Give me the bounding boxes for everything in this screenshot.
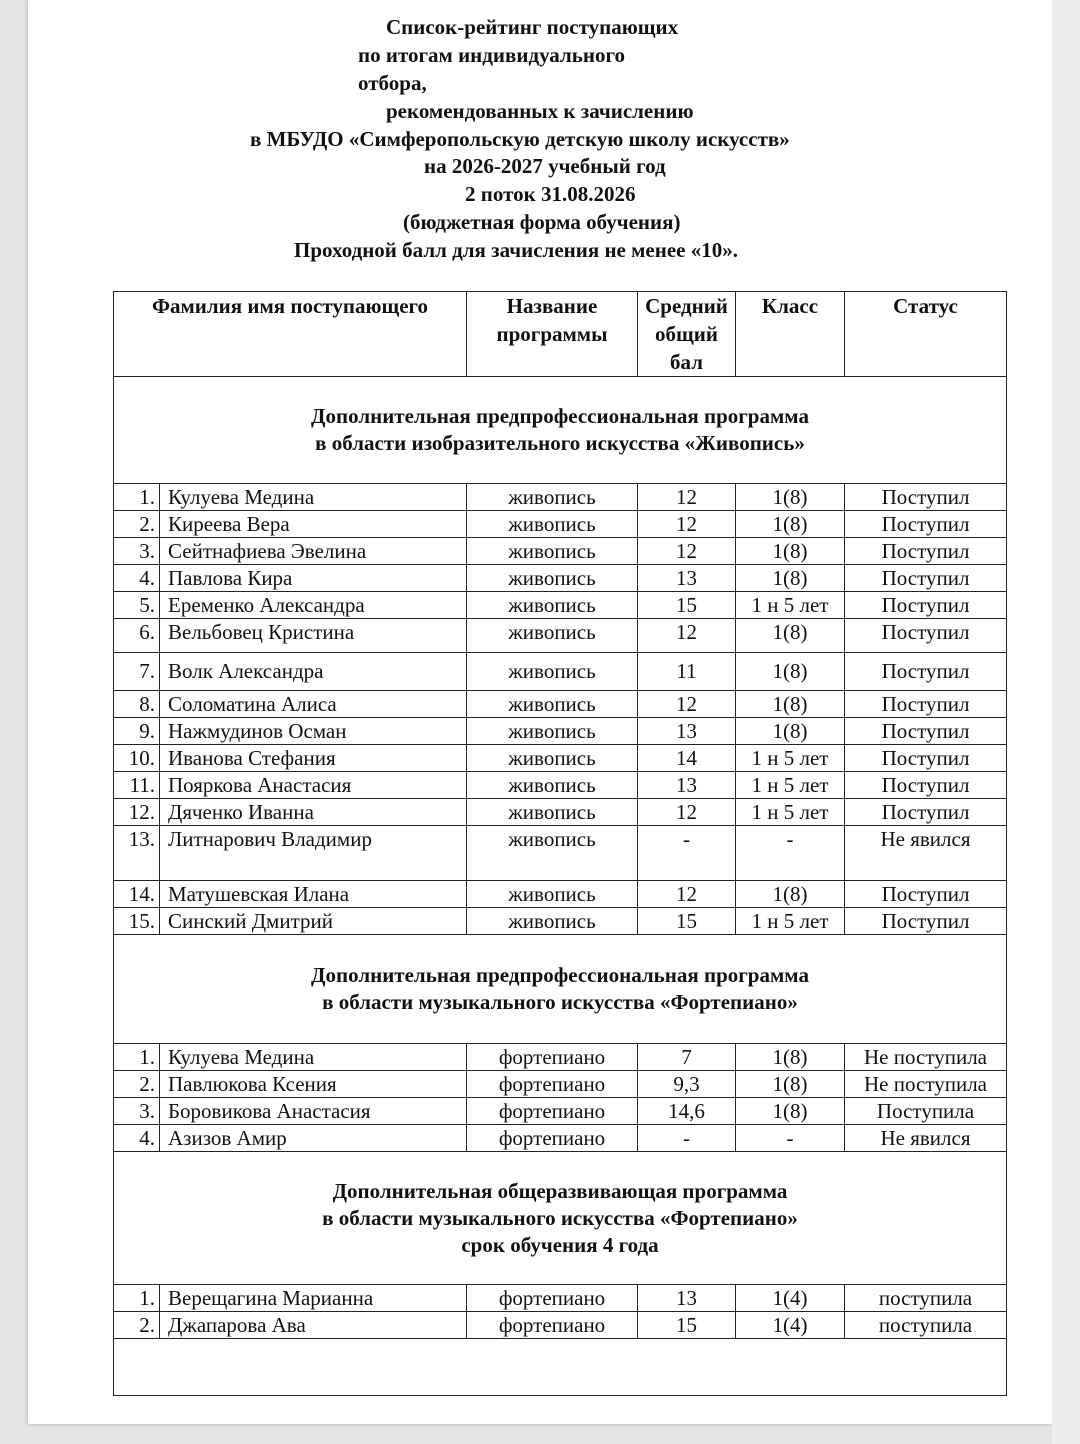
table-row [114, 1312, 1007, 1339]
viewer-right-margin [1052, 0, 1080, 1444]
student-name: Синский Дмитрий [160, 908, 467, 935]
average-score: 12 [638, 538, 736, 565]
heading-line-9: Проходной балл для зачисления не менее «10». [294, 238, 738, 262]
status-value: Поступил [845, 691, 1007, 718]
table-row [114, 745, 1007, 772]
average-score: 13 [638, 718, 736, 745]
row-number: 1. [114, 1285, 160, 1312]
rating-table [113, 291, 1007, 1396]
status-value: Не явился [845, 1125, 1007, 1152]
class-value: 1(8) [736, 511, 845, 538]
column-header-status: Статус [845, 292, 1007, 377]
row-number: 10. [114, 745, 160, 772]
row-number: 7. [114, 653, 160, 691]
table-row [114, 691, 1007, 718]
status-value: Поступил [845, 511, 1007, 538]
class-value: 1(8) [736, 1071, 845, 1098]
student-name: Кулуева Медина [160, 484, 467, 511]
class-value: 1(8) [736, 1098, 845, 1125]
status-value: Поступила [845, 1098, 1007, 1125]
average-score: 15 [638, 592, 736, 619]
row-number: 15. [114, 908, 160, 935]
student-name: Вельбовец Кристина [160, 619, 467, 653]
document-heading [28, 0, 1052, 280]
section-title [114, 935, 1007, 1044]
class-value: 1(8) [736, 691, 845, 718]
row-number: 8. [114, 691, 160, 718]
program-name: фортепиано [467, 1044, 638, 1071]
program-name: живопись [467, 908, 638, 935]
program-name: живопись [467, 619, 638, 653]
table-row [114, 718, 1007, 745]
status-value: Поступил [845, 772, 1007, 799]
status-value: Поступил [845, 538, 1007, 565]
row-number: 5. [114, 592, 160, 619]
row-number: 11. [114, 772, 160, 799]
program-name: живопись [467, 881, 638, 908]
heading-line-7: 2 поток 31.08.2026 [465, 182, 636, 206]
student-name: Дяченко Иванна [160, 799, 467, 826]
table-row [114, 1125, 1007, 1152]
class-value: 1 н 5 лет [736, 772, 845, 799]
row-number: 2. [114, 511, 160, 538]
program-name: фортепиано [467, 1125, 638, 1152]
average-score: 12 [638, 881, 736, 908]
row-number: 13. [114, 826, 160, 881]
student-name: Павлюкова Ксения [160, 1071, 467, 1098]
program-name: живопись [467, 826, 638, 881]
table-row [114, 538, 1007, 565]
student-name: Литнарович Владимир [160, 826, 467, 881]
program-name: живопись [467, 592, 638, 619]
average-score: 7 [638, 1044, 736, 1071]
status-value: Поступил [845, 718, 1007, 745]
student-name: Иванова Стефания [160, 745, 467, 772]
status-value: поступила [845, 1312, 1007, 1339]
status-value: Поступил [845, 881, 1007, 908]
class-value: - [736, 826, 845, 881]
class-value: 1 н 5 лет [736, 908, 845, 935]
student-name: Павлова Кира [160, 565, 467, 592]
section-title-line: Дополнительная предпрофессиональная программа [311, 404, 809, 428]
status-value: Не явился [845, 826, 1007, 881]
row-number: 6. [114, 619, 160, 653]
student-name: Сейтнафиева Эвелина [160, 538, 467, 565]
table-row [114, 565, 1007, 592]
class-value: 1 н 5 лет [736, 592, 845, 619]
student-name: Еременко Александра [160, 592, 467, 619]
section-title-line: в области изобразительного искусства «Живопись» [315, 431, 805, 455]
heading-line-3: отбора, [358, 71, 427, 95]
heading-line-6: на 2026-2027 учебный год [424, 154, 666, 178]
class-value: - [736, 1125, 845, 1152]
average-score: 12 [638, 484, 736, 511]
program-name: фортепиано [467, 1285, 638, 1312]
table-row [114, 772, 1007, 799]
average-score: 12 [638, 619, 736, 653]
section-title [114, 377, 1007, 484]
row-number: 4. [114, 565, 160, 592]
program-name: живопись [467, 511, 638, 538]
table-row [114, 619, 1007, 653]
row-number: 2. [114, 1071, 160, 1098]
section-title-line: в области музыкального искусства «Фортепиано» [322, 1205, 798, 1230]
average-score: 12 [638, 691, 736, 718]
status-value: Поступил [845, 565, 1007, 592]
row-number: 12. [114, 799, 160, 826]
student-name: Волк Александра [160, 653, 467, 691]
student-name: Джапарова Ава [160, 1312, 467, 1339]
status-value: Поступил [845, 653, 1007, 691]
average-score: 14,6 [638, 1098, 736, 1125]
average-score: - [638, 1125, 736, 1152]
program-name: живопись [467, 691, 638, 718]
program-name: живопись [467, 565, 638, 592]
status-value: Поступил [845, 592, 1007, 619]
row-number: 1. [114, 484, 160, 511]
student-name: Верещагина Марианна [160, 1285, 467, 1312]
row-number: 14. [114, 881, 160, 908]
status-value: Поступил [845, 799, 1007, 826]
column-header-name: Фамилия имя поступающего [114, 292, 467, 377]
program-name: фортепиано [467, 1098, 638, 1125]
student-name: Пояркова Анастасия [160, 772, 467, 799]
class-value: 1(8) [736, 881, 845, 908]
program-name: живопись [467, 538, 638, 565]
average-score: 13 [638, 565, 736, 592]
program-name: живопись [467, 653, 638, 691]
table-row [114, 484, 1007, 511]
section-title-line: Дополнительная общеразвивающая программа [332, 1178, 788, 1203]
student-name: Кулуева Медина [160, 1044, 467, 1071]
table-row [114, 826, 1007, 881]
program-name: живопись [467, 745, 638, 772]
class-value: 1(8) [736, 653, 845, 691]
row-number: 2. [114, 1312, 160, 1339]
heading-line-2: по итогам индивидуального [358, 43, 625, 67]
table-row [114, 1285, 1007, 1312]
status-value: Не поступила [845, 1071, 1007, 1098]
table-row [114, 1098, 1007, 1125]
student-name: Боровикова Анастасия [160, 1098, 467, 1125]
table-row [114, 908, 1007, 935]
row-number: 3. [114, 538, 160, 565]
row-number: 4. [114, 1125, 160, 1152]
average-score: 13 [638, 1285, 736, 1312]
average-score: 14 [638, 745, 736, 772]
student-name: Нажмудинов Осман [160, 718, 467, 745]
column-header-score: Средний общий бал [638, 292, 736, 377]
program-name: фортепиано [467, 1312, 638, 1339]
average-score: 11 [638, 653, 736, 691]
heading-line-1: Список-рейтинг поступающих [386, 15, 679, 39]
average-score: 12 [638, 799, 736, 826]
table-row [114, 653, 1007, 691]
section-title-line: срок обучения 4 года [461, 1232, 659, 1257]
column-header-class: Класс [736, 292, 845, 377]
class-value: 1(8) [736, 718, 845, 745]
class-value: 1(8) [736, 565, 845, 592]
heading-line-4: рекомендованных к зачислению [386, 99, 694, 123]
section-row [114, 1152, 1007, 1285]
heading-line-8: (бюджетная форма обучения) [403, 210, 681, 234]
section-title-line: Дополнительная предпрофессиональная программа [311, 963, 809, 987]
class-value: 1(8) [736, 1044, 845, 1071]
status-value: поступила [845, 1285, 1007, 1312]
heading-line-5: в МБУДО «Симферопольскую детскую школу искусств» [250, 127, 790, 151]
status-value: Поступил [845, 908, 1007, 935]
column-header-program: Название программы [467, 292, 638, 377]
status-value: Поступил [845, 745, 1007, 772]
empty-row [114, 1339, 1007, 1396]
student-name: Азизов Амир [160, 1125, 467, 1152]
row-number: 1. [114, 1044, 160, 1071]
program-name: живопись [467, 718, 638, 745]
average-score: 15 [638, 1312, 736, 1339]
table-row [114, 592, 1007, 619]
student-name: Соломатина Алиса [160, 691, 467, 718]
class-value: 1(8) [736, 619, 845, 653]
status-value: Не поступила [845, 1044, 1007, 1071]
average-score: 12 [638, 511, 736, 538]
table-row [114, 1071, 1007, 1098]
status-value: Поступил [845, 484, 1007, 511]
program-name: живопись [467, 772, 638, 799]
row-number: 3. [114, 1098, 160, 1125]
class-value: 1(8) [736, 484, 845, 511]
program-name: живопись [467, 799, 638, 826]
section-row [114, 377, 1007, 484]
row-number: 9. [114, 718, 160, 745]
table-header-row [114, 292, 1007, 377]
section-title [114, 1152, 1007, 1285]
student-name: Киреева Вера [160, 511, 467, 538]
student-name: Матушевская Илана [160, 881, 467, 908]
class-value: 1 н 5 лет [736, 799, 845, 826]
table-row [114, 881, 1007, 908]
average-score: 13 [638, 772, 736, 799]
average-score: 9,3 [638, 1071, 736, 1098]
status-value: Поступил [845, 619, 1007, 653]
class-value: 1(8) [736, 538, 845, 565]
section-title-line: в области музыкального искусства «Фортепиано» [322, 990, 798, 1014]
average-score: - [638, 826, 736, 881]
class-value: 1(4) [736, 1312, 845, 1339]
class-value: 1 н 5 лет [736, 745, 845, 772]
empty-cell [114, 1339, 1007, 1396]
program-name: живопись [467, 484, 638, 511]
table-row [114, 511, 1007, 538]
section-row [114, 935, 1007, 1044]
table-row [114, 799, 1007, 826]
class-value: 1(4) [736, 1285, 845, 1312]
table-row [114, 1044, 1007, 1071]
program-name: фортепиано [467, 1071, 638, 1098]
average-score: 15 [638, 908, 736, 935]
